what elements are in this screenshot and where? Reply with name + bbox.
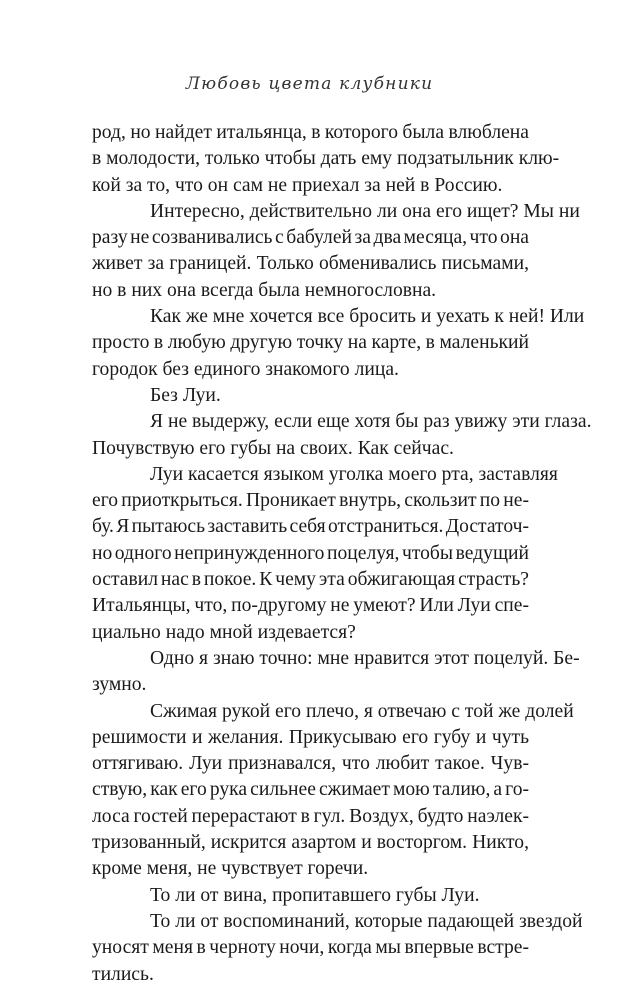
text-line: оставил нас в покое. К чему эта обжигающая страсть? xyxy=(92,569,529,591)
body-text xyxy=(92,120,592,988)
text-line: бу. Я пытаюсь заставить себя отстраниться. Достаточ- xyxy=(92,516,530,538)
text-line: кроме меня, не чувствует горечи. xyxy=(92,858,369,880)
text-line: зумно. xyxy=(92,674,147,696)
paragraph xyxy=(92,699,574,883)
text-line: тились. xyxy=(92,963,154,985)
text-line: Я не выдержу, если еще хотя бы раз увижу эти глаза. xyxy=(150,411,592,433)
text-line: городок без единого знакомого лица. xyxy=(92,358,399,380)
text-line: Итальянцы, что, по-другому не умеют? Или Луи спе- xyxy=(92,595,530,617)
text-line: оттягиваю. Луи признавался, что любит такое. Чув- xyxy=(92,753,529,775)
text-line: Без Луи. xyxy=(150,384,221,406)
paragraph xyxy=(92,304,585,383)
text-line: Сжимая рукой его плечо, я отвечаю с той же долей xyxy=(150,700,574,722)
paragraph xyxy=(92,120,560,199)
text-line: живет за границей. Только обменивались письмами, xyxy=(92,253,529,275)
paragraph xyxy=(92,409,592,462)
paragraph xyxy=(92,646,580,699)
text-line: Интересно, действительно ли она его ищет? Мы ни xyxy=(150,200,580,222)
text-line: просто в любую другую точку на карте, в маленький xyxy=(92,332,529,354)
paragraph xyxy=(92,883,529,909)
text-line: ствую, как его рука сильнее сжимает мою талию, а го- xyxy=(92,779,530,801)
text-line: тризованный, искрится азартом и восторгом. Никто, xyxy=(92,832,530,854)
text-line: но одного непринужденного поцелуя, чтобы ведущий xyxy=(92,542,529,564)
text-line: То ли от вина, пропитавшего губы Луи. xyxy=(150,884,480,906)
text-line: лоса гостей перерастают в гул. Воздух, будто наэлек- xyxy=(92,805,530,827)
text-line: род, но найдет итальянца, в которого была влюблена xyxy=(92,122,529,143)
paragraph xyxy=(92,199,580,304)
text-line: решимости и желания. Прикусываю его губу и чуть xyxy=(92,726,530,748)
text-line: То ли от воспоминаний, которые падающей звездой xyxy=(150,910,583,932)
text-line: его приоткрыться. Проникает внутрь, скользит по не- xyxy=(92,490,529,512)
text-line: Одно я знаю точно: мне нравится этот поцелуй. Бе- xyxy=(150,647,580,669)
running-head: Любовь цвета клубники xyxy=(185,74,434,94)
paragraph xyxy=(92,462,558,646)
paragraph xyxy=(92,383,529,409)
text-line: Почувствую его губы на своих. Как сейчас. xyxy=(92,437,454,459)
text-line: в молодости, только чтобы дать ему подзатыльник клю- xyxy=(92,148,560,170)
paragraph xyxy=(92,909,583,988)
text-line: Как же мне хочется все бросить и уехать к ней! Или xyxy=(150,306,585,328)
text-line: циально надо мной издевается? xyxy=(92,621,356,643)
text-line: но в них она всегда была немногословна. xyxy=(92,279,437,301)
text-line: Луи касается языком уголка моего рта, заставляя xyxy=(150,463,558,485)
text-line: разу не созванивались с бабулей за два месяца, что она xyxy=(92,227,530,249)
text-line: кой за то, что он сам не приехал за ней в Россию. xyxy=(92,174,503,196)
text-line: уносят меня в черноту ночи, когда мы впервые встре- xyxy=(92,937,530,959)
